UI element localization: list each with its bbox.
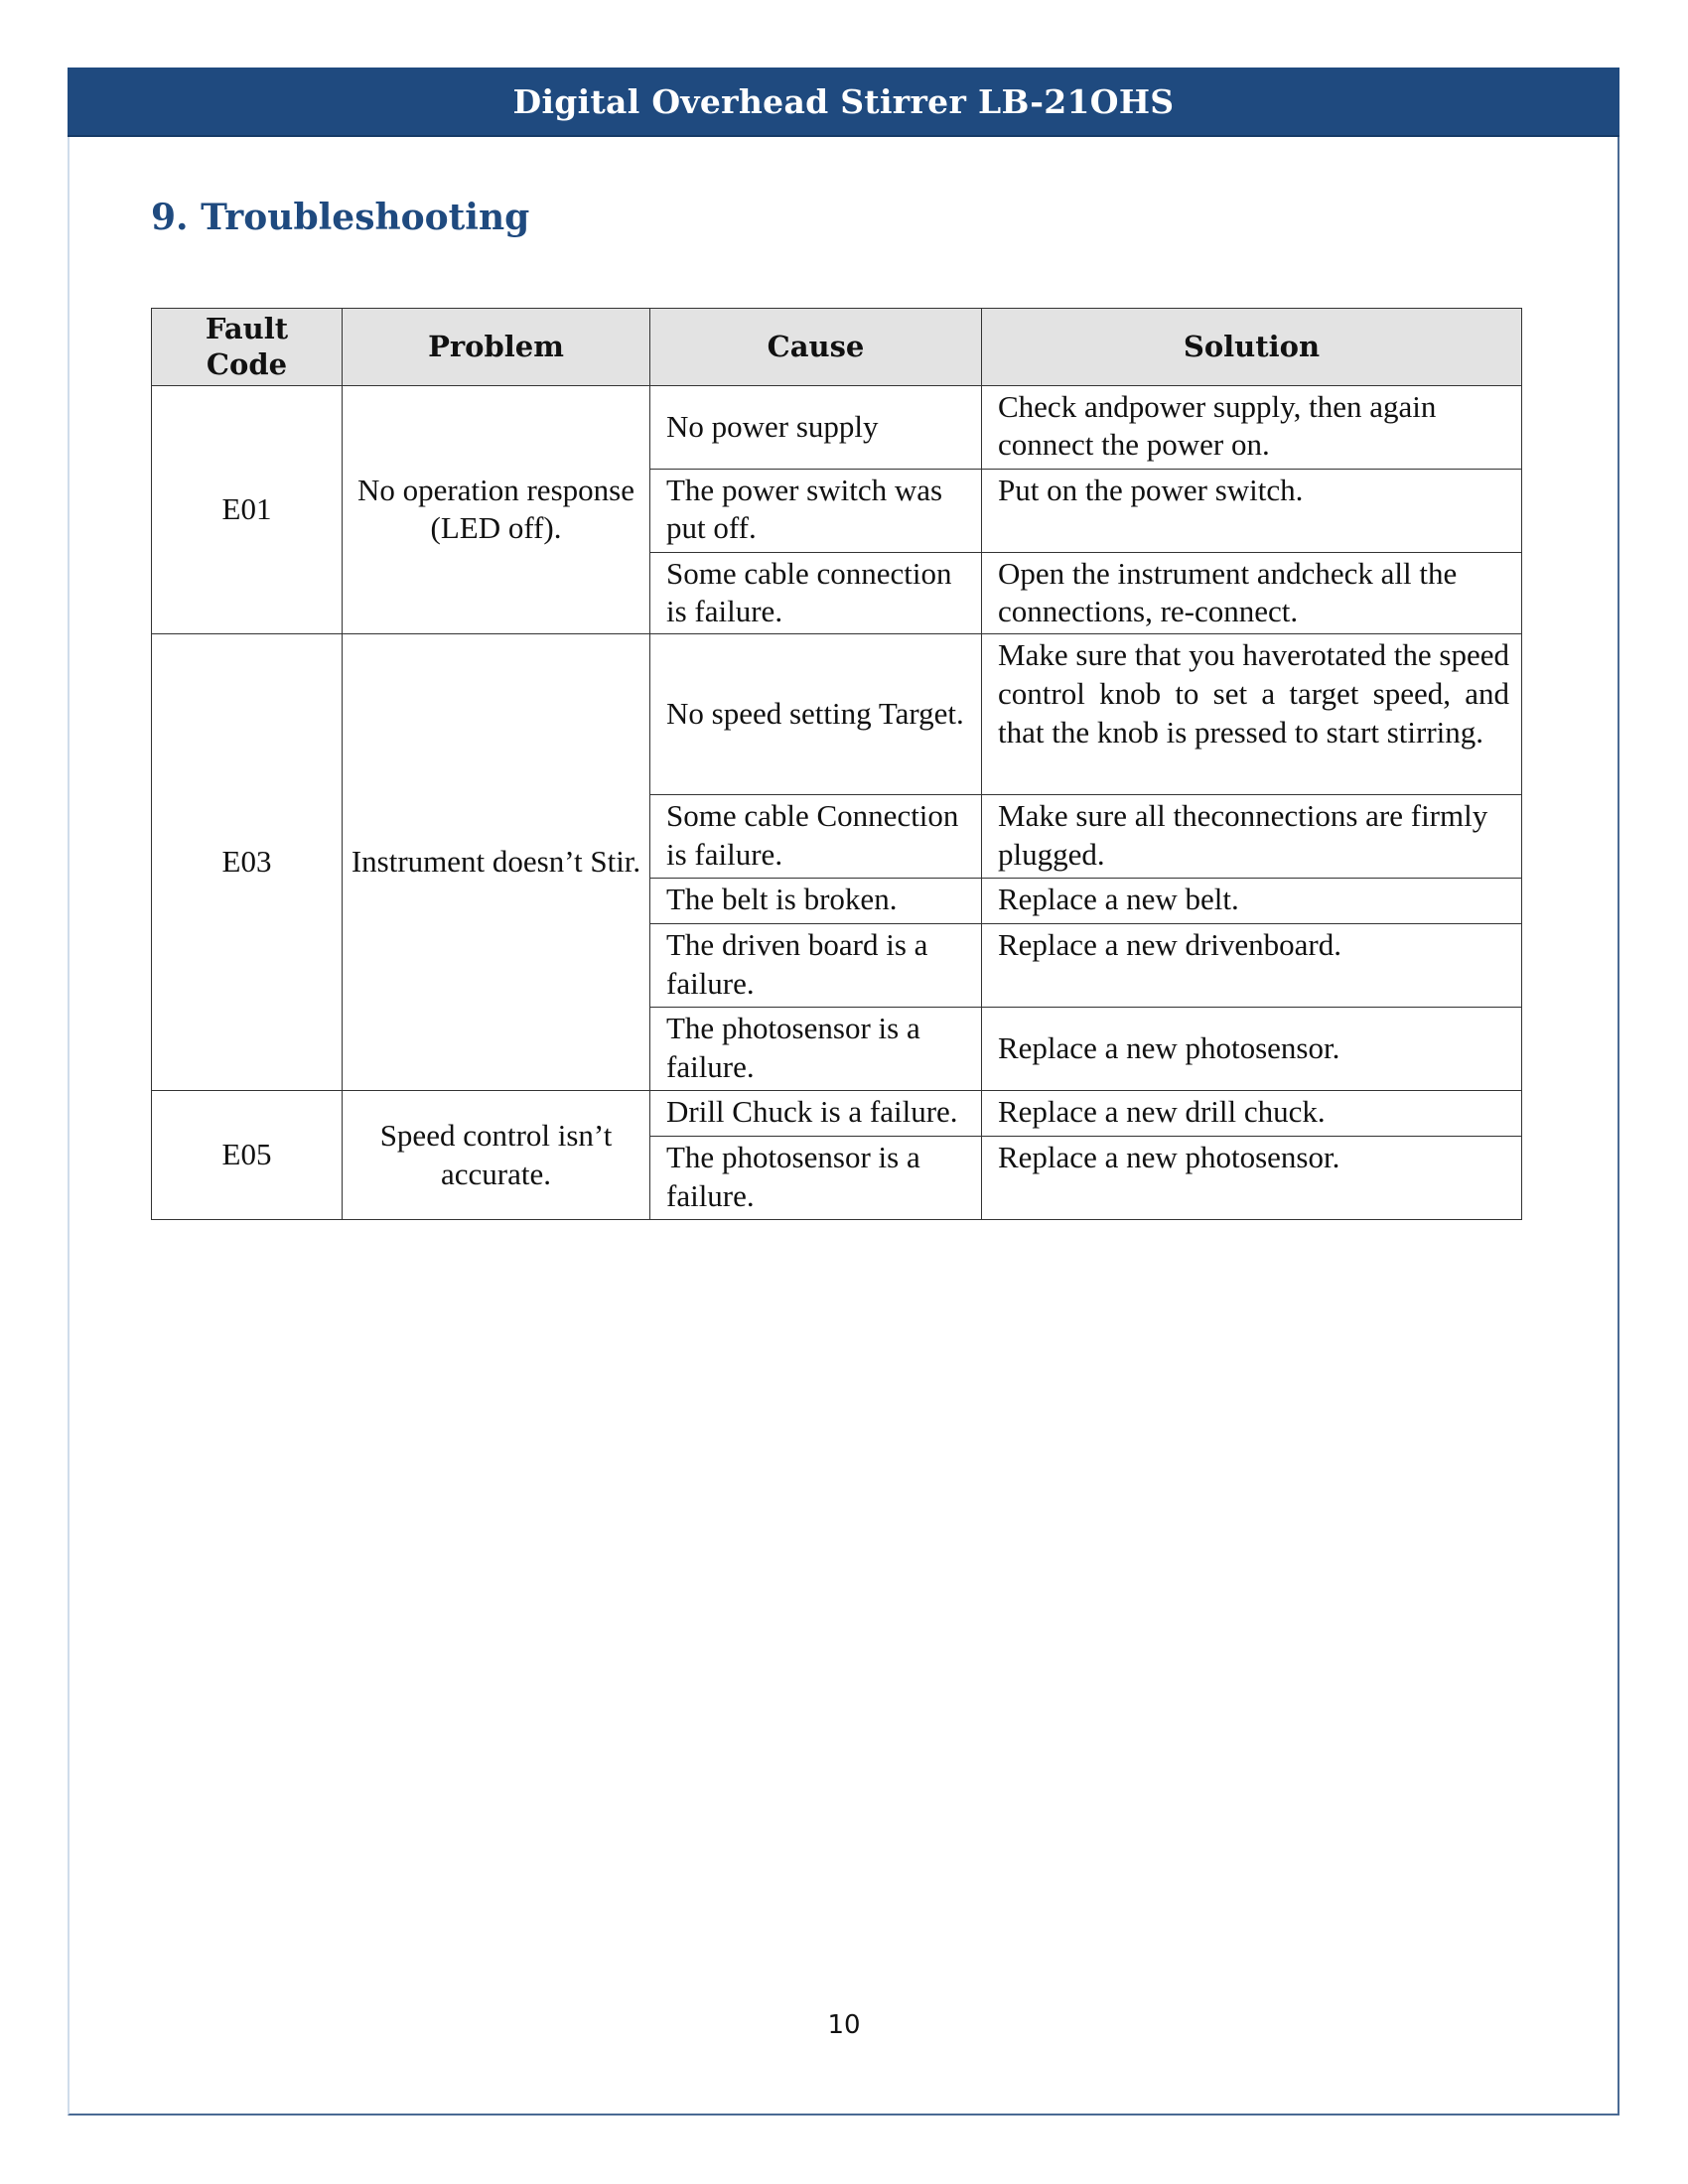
document-title: Digital Overhead Stirrer LB-21OHS (512, 81, 1175, 121)
table-row (152, 385, 1522, 469)
cause-cell: The photosensor is a failure. (650, 1008, 982, 1091)
solution-cell: Put on the power switch. (982, 469, 1522, 552)
solution-cell: Replace a new photosensor. (982, 1008, 1522, 1091)
column-header-fault-code: Fault Code (152, 309, 343, 386)
cause-cell: Some cable connection is failure. (650, 552, 982, 634)
solution-cell: Replace a new photosensor. (982, 1137, 1522, 1220)
solution-cell: Open the instrument andcheck all the connections, re-connect. (982, 552, 1522, 634)
problem-cell: Instrument doesn’t Stir. (343, 634, 650, 1091)
column-header-solution: Solution (982, 309, 1522, 386)
page-number: 10 (827, 2010, 861, 2040)
solution-cell: Replace a new belt. (982, 879, 1522, 924)
cause-cell: The power switch was put off. (650, 469, 982, 552)
troubleshooting-table (151, 308, 1522, 1220)
column-header-problem: Problem (343, 309, 650, 386)
fault-code-cell: E03 (152, 634, 343, 1091)
fault-code-cell: E01 (152, 385, 343, 634)
cause-cell: The driven board is a failure. (650, 924, 982, 1008)
solution-cell: Make sure all theconnections are firmly plugged. (982, 795, 1522, 879)
column-header-cause: Cause (650, 309, 982, 386)
cause-cell: Drill Chuck is a failure. (650, 1091, 982, 1137)
table-header-row (152, 309, 1522, 386)
cause-cell: No power supply (650, 385, 982, 469)
solution-cell: Replace a new drivenboard. (982, 924, 1522, 1008)
solution-cell: Check andpower supply, then again connect the power on. (982, 385, 1522, 469)
document-header (68, 68, 1619, 137)
cause-cell: Some cable Connection is failure. (650, 795, 982, 879)
fault-code-cell: E05 (152, 1091, 343, 1220)
table-row (152, 634, 1522, 795)
solution-cell: Make sure that you haverotated the speed control knob to set a target speed, and that the knob is pressed to start stirring. (982, 634, 1522, 795)
section-title: 9. Troubleshooting (151, 197, 530, 238)
solution-cell: Replace a new drill chuck. (982, 1091, 1522, 1137)
cause-cell: The belt is broken. (650, 879, 982, 924)
problem-cell: No operation response (LED off). (343, 385, 650, 634)
cause-cell: No speed setting Target. (650, 634, 982, 795)
problem-cell: Speed control isn’t accurate. (343, 1091, 650, 1220)
cause-cell: The photosensor is a failure. (650, 1137, 982, 1220)
table-row (152, 1091, 1522, 1137)
